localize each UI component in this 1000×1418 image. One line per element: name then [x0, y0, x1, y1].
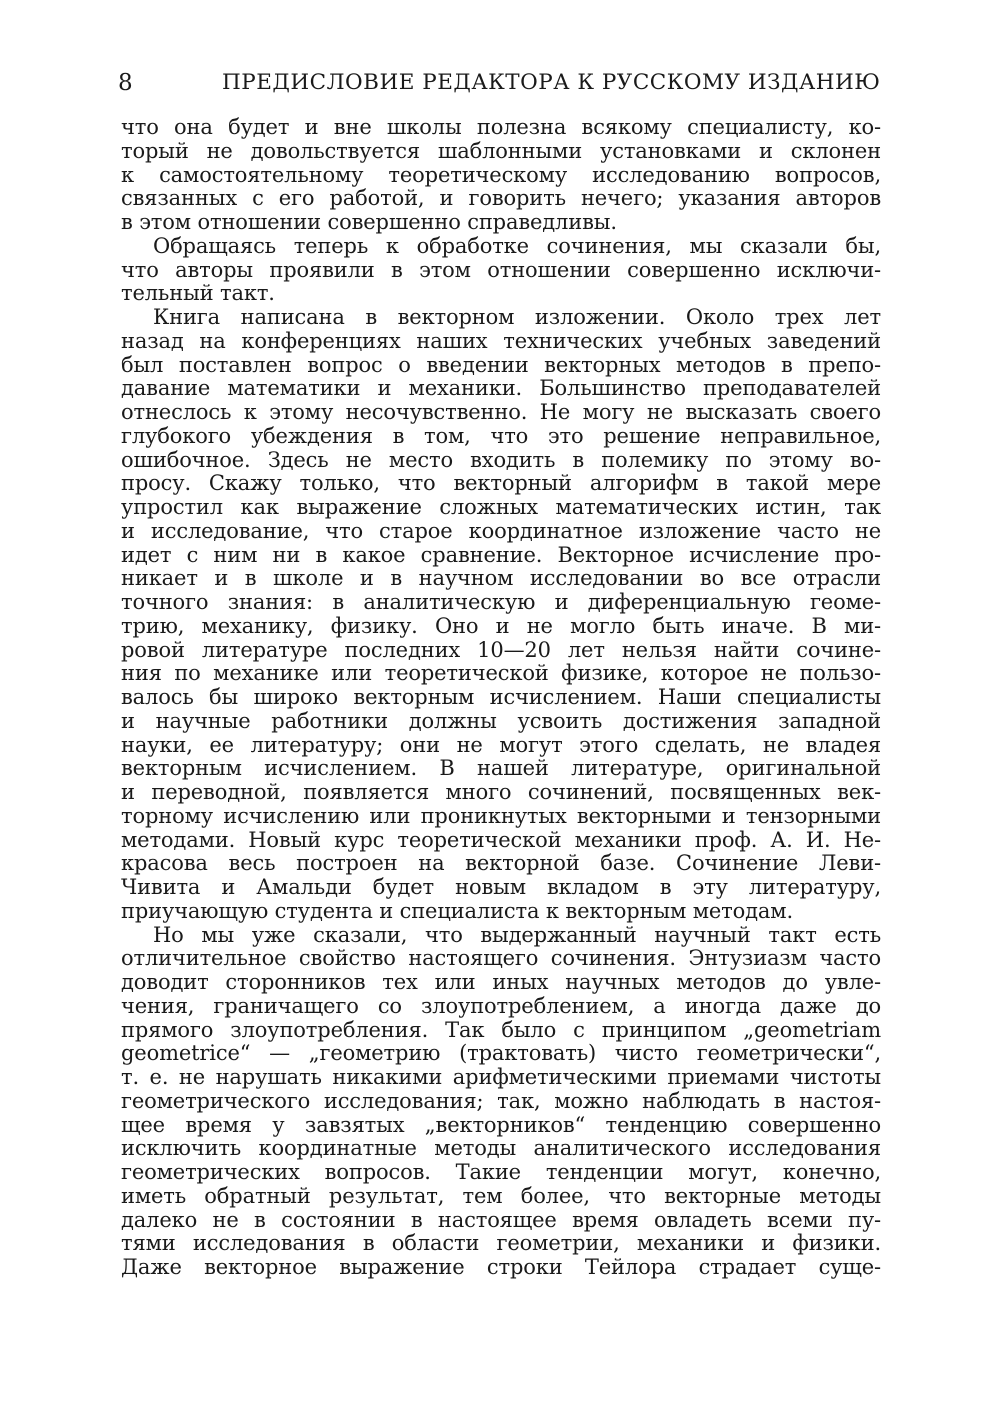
text-line: торному исчислению или проникнутых векторными и тензорными	[121, 803, 881, 828]
text-line: Но мы уже сказали, что выдержанный научный такт есть	[153, 922, 881, 947]
text-line: и научные работники должны усвоить достижения западной	[121, 708, 881, 733]
running-title: ПРЕДИСЛОВИЕ РЕДАКТОРА К РУССКОМУ ИЗДАНИЮ	[222, 70, 881, 95]
text-line: далеко не в состоянии в настоящее время овладеть всеми пу-	[121, 1207, 881, 1232]
text-line: тями исследования в области геометрии, механики и физики.	[121, 1231, 881, 1256]
text-line: никает и в школе и в научном исследовании во все отрасли	[121, 566, 881, 591]
text-line: геометрического исследования; так, можно наблюдать в настоя-	[121, 1088, 881, 1113]
text-line: тельный такт.	[121, 281, 275, 306]
text-line: к самостоятельному теоретическому исследованию вопросов,	[121, 162, 881, 187]
text-line: доводит сторонников тех или иных научных методов до увле-	[121, 970, 881, 994]
text-line: точного знания: в аналитическую и диференциальную геоме-	[121, 590, 881, 614]
text-line: связанных с его работой, и говорить нечего; указания авторов	[121, 186, 881, 211]
text-line: Даже векторное выражение строки Тейлора страдает суще-	[121, 1255, 881, 1279]
text-line: т. е. не нарушать никакими арифметическими приемами чистоты	[121, 1065, 881, 1089]
text-line: что авторы проявили в этом отношении совершенно исключи-	[121, 257, 881, 282]
text-line: назад на конференциях наших технических учебных заведений	[121, 328, 881, 353]
page-number: 8	[118, 70, 133, 96]
text-line: и исследование, что старое координатное изложение часто не	[121, 518, 881, 543]
text-line: прямого злоупотребления. Так было с принципом „geometriam	[121, 1017, 881, 1042]
text-line: в этом отношении совершенно справедливы.	[121, 210, 617, 234]
body-text	[121, 116, 881, 1280]
text-line: красова весь построен на векторной базе. Сочинение Леви-	[121, 851, 881, 876]
text-line: Чивита и Амальди будет новым вкладом в эту литературу,	[121, 875, 881, 899]
text-line: что она будет и вне школы полезна всякому специалисту, ко-	[121, 115, 881, 139]
text-line: давание математики и механики. Большинство преподавателей	[121, 376, 881, 401]
running-head	[118, 66, 880, 100]
text-line: методами. Новый курс теоретической механики проф. А. И. Не-	[121, 827, 881, 852]
text-line: упростил как выражение сложных математических истин, так	[121, 495, 881, 519]
text-line: иметь обратный результат, тем более, что векторные методы	[121, 1183, 881, 1208]
text-line: глубокого убеждения в том, что это решение неправильное,	[121, 423, 881, 448]
text-line: валось бы широко векторным исчислением. Наши специалисты	[121, 685, 881, 709]
text-line: трию, механику, физику. Оно и не могло быть иначе. В ми-	[121, 613, 881, 638]
text-line: ния по механике или теоретической физике, которое не пользо-	[121, 661, 881, 686]
text-line: Книга написана в векторном изложении. Около трех лет	[153, 305, 881, 329]
text-line: исключить координатные методы аналитического исследования	[121, 1136, 881, 1161]
text-line: приучающую студента и специалиста к векторным методам.	[121, 898, 793, 923]
text-line: отличительное свойство настоящего сочинения. Энтузиазм часто	[121, 946, 881, 971]
text-line: торый не довольствуется шаблонными установками и склонен	[121, 138, 881, 163]
text-line: идет с ним ни в какое сравнение. Векторное исчисление про-	[121, 542, 881, 567]
text-line: и переводной, появляется много сочинений, посвященных век-	[121, 780, 881, 804]
text-line: чения, граничащего со злоупотреблением, а иногда даже до	[121, 993, 881, 1018]
text-line: ровой литературе последних 10—20 лет нельзя найти сочине-	[121, 637, 881, 662]
text-line: Обращаясь теперь к обработке сочинения, мы сказали бы,	[153, 233, 881, 258]
text-line: геометрических вопросов. Такие тенденции могут, конечно,	[121, 1160, 881, 1184]
text-line: был поставлен вопрос о введении векторных методов в препо-	[121, 352, 881, 377]
text-line: науки, ее литературу; они не могут этого сделать, не владея	[121, 732, 881, 757]
text-line: отнеслось к этому несочувственно. Не могу не высказать своего	[121, 400, 881, 424]
text-line: просу. Скажу только, что векторный алгорифм в такой мере	[121, 471, 881, 496]
text-line: ошибочное. Здесь не место входить в полемику по этому во-	[121, 447, 881, 472]
text-line: щее время у завзятых „векторников“ тенденцию совершенно	[121, 1112, 881, 1137]
text-line: векторным исчислением. В нашей литературе, оригинальной	[121, 756, 881, 781]
text-line: geometrice“ — „геометрию (трактовать) чисто геометрически“,	[121, 1041, 881, 1066]
